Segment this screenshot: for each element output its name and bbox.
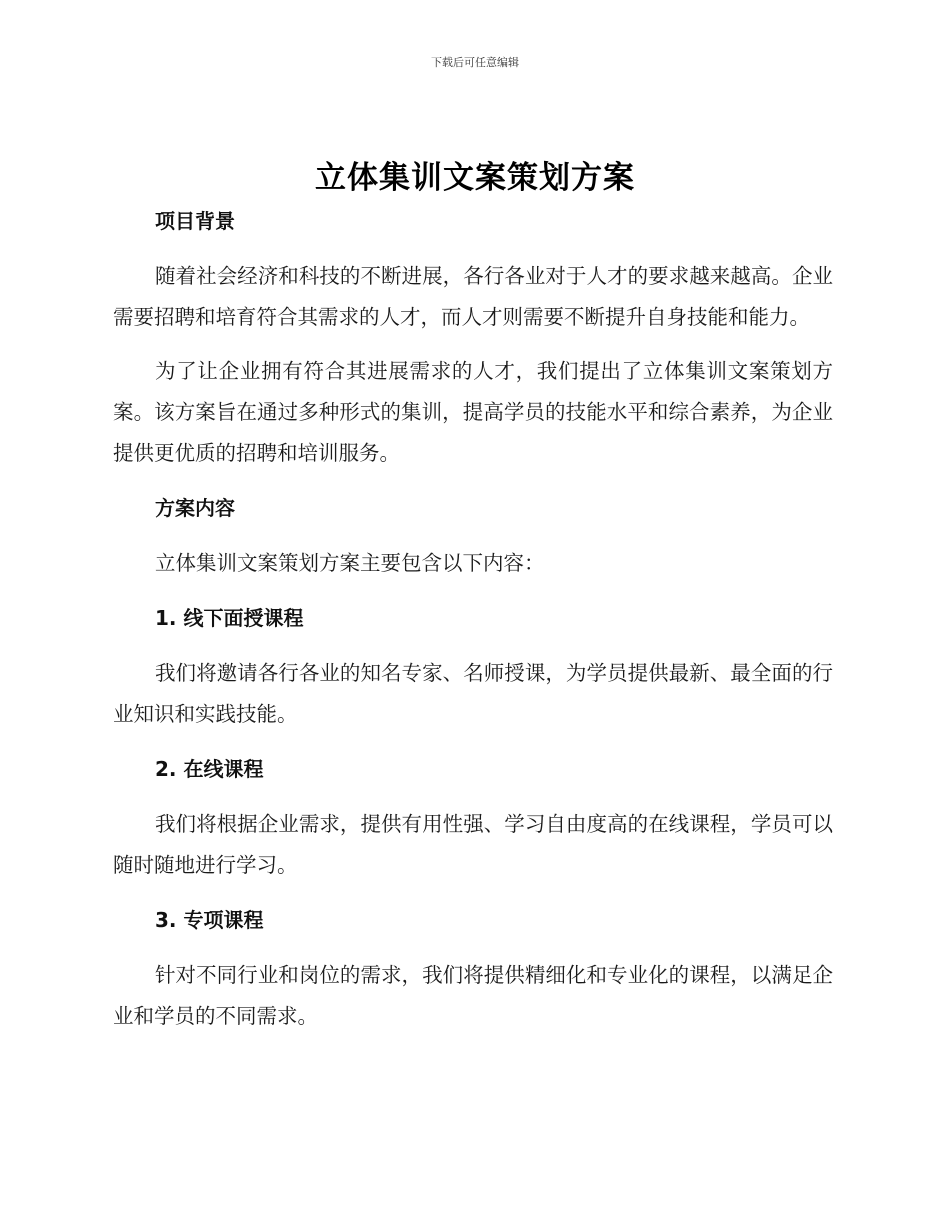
item-heading-offline-courses: 1. 线下面授课程 — [155, 606, 304, 630]
paragraph-online-courses: 我们将根据企业需求，提供有用性强、学习自由度高的在线课程，学员可以随时随地进行学习。 — [113, 812, 833, 877]
item-heading-online-courses: 2. 在线课程 — [155, 757, 264, 781]
paragraph-special-courses: 针对不同行业和岗位的需求，我们将提供精细化和专业化的课程，以满足企业和学员的不同需求。 — [113, 963, 833, 1028]
document-title: 立体集训文案策划方案 — [315, 160, 635, 196]
paragraph-offline-courses: 我们将邀请各行各业的知名专家、名师授课，为学员提供最新、最全面的行业知识和实践技能。 — [113, 661, 833, 726]
item-heading-special-courses: 3. 专项课程 — [155, 908, 264, 932]
section-heading-background: 项目背景 — [155, 209, 235, 233]
paragraph-background-2: 为了让企业拥有符合其进展需求的人才，我们提出了立体集训文案策划方案。该方案旨在通过多种形式的集训，提高学员的技能水平和综合素养，为企业提供更优质的招聘和培训服务。 — [113, 359, 833, 465]
paragraph-background-1: 随着社会经济和科技的不断进展，各行各业对于人才的要求越来越高。企业需要招聘和培育符合其需求的人才，而人才则需要不断提升自身技能和能力。 — [113, 264, 833, 329]
header-note: 下载后可任意编辑 — [431, 56, 519, 69]
section-heading-content: 方案内容 — [155, 496, 235, 520]
document-body — [113, 200, 833, 1037]
paragraph-content-intro: 立体集训文案策划方案主要包含以下内容： — [155, 551, 545, 575]
